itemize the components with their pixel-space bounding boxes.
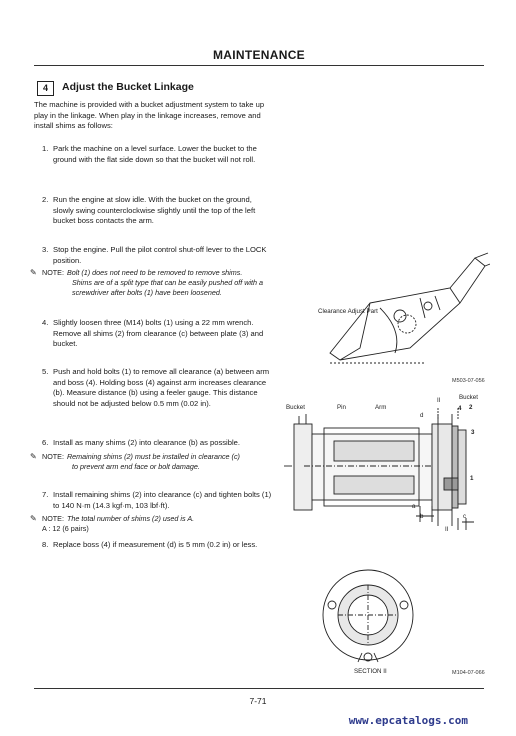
step-text: Park the machine on a level surface. Lower the bucket to the ground with the flat side down so that the bucket will not roll. — [53, 144, 257, 164]
a-label: a — [412, 503, 416, 510]
pin-label: Pin — [337, 404, 346, 411]
clearance-adjust-label: Clearance Adjust Part — [318, 308, 378, 315]
step-number: 5. — [42, 367, 49, 376]
step-text: Install remaining shims (2) into clearance (c) and tighten bolts (1) to 140 N·m (14.3 kgf·m, 103 lbf·ft). — [53, 490, 272, 510]
watermark: www.epcatalogs.com — [348, 714, 468, 727]
pencil-note-icon: ✎ — [30, 452, 37, 461]
b-label: b — [420, 513, 424, 520]
step-number: 8. — [42, 540, 49, 549]
note-block — [30, 268, 274, 298]
step-text: Replace boss (4) if measurement (d) is 5 mm (0.2 in) or less. — [53, 540, 258, 549]
note-block — [30, 452, 274, 472]
part-2-label: 2 — [469, 404, 473, 411]
step-text: Run the engine at slow idle. With the bucket on the ground, slowly swing counterclockwise slightly until the top of the left bucket boss contacts the arm. — [53, 195, 256, 225]
page-header: MAINTENANCE — [213, 48, 305, 62]
step-item — [42, 245, 274, 266]
step-item — [42, 540, 274, 551]
step-number: 3. — [42, 245, 49, 254]
section-ii-bottom-label: II — [445, 526, 449, 533]
step-item — [42, 438, 274, 449]
part-3-label: 3 — [471, 429, 475, 436]
bucket-left-label: Bucket — [286, 404, 305, 411]
step-number: 7. — [42, 490, 49, 499]
step-number: 6. — [42, 438, 49, 447]
part-4-label: 4 — [458, 405, 462, 412]
part-1-label: 1 — [470, 475, 474, 482]
note-text: Bolt (1) does not need to be removed to remove shims. — [66, 268, 243, 277]
note-block — [30, 514, 274, 534]
step-item — [42, 144, 274, 165]
header-rule — [34, 65, 484, 66]
figure-caption: M503-07-056 — [452, 378, 485, 384]
step-text: Install as many shims (2) into clearance (b) as possible. — [53, 438, 240, 447]
note-label: NOTE: — [42, 268, 64, 277]
note-label: NOTE: — [42, 452, 64, 461]
section-title: Adjust the Bucket Linkage — [62, 81, 194, 93]
note-text: The total number of shims (2) used is A. — [66, 514, 195, 523]
pencil-note-icon: ✎ — [30, 268, 37, 277]
note-text: A : 12 (6 pairs) — [42, 524, 89, 533]
footer-rule — [34, 688, 484, 689]
step-number: 1. — [42, 144, 49, 153]
page-number: 7-71 — [249, 696, 267, 706]
linkage-cross-section — [284, 406, 484, 536]
step-item — [42, 490, 274, 511]
d-label: d — [420, 412, 424, 419]
section-ii-drawing — [318, 565, 418, 667]
arm-label: Arm — [375, 404, 387, 411]
section-ii-label: SECTION II — [354, 668, 387, 675]
step-item — [42, 195, 274, 227]
bucket-right-label: Bucket — [459, 394, 478, 401]
section-ii-top-label: II — [437, 397, 441, 404]
step-text: Slightly loosen three (M14) bolts (1) using a 22 mm wrench. Remove all shims (2) from clearance (c) between plate (3) and bucket. — [53, 318, 264, 348]
note-label: NOTE: — [42, 514, 64, 523]
note-text: Remaining shims (2) must be installed in clearance (c) — [66, 452, 240, 461]
c-label: c — [463, 513, 467, 520]
step-text: Stop the engine. Pull the pilot control shut-off lever to the LOCK position. — [53, 245, 267, 265]
step-number: 2. — [42, 195, 49, 204]
figure-caption: M104-07-066 — [452, 670, 485, 676]
step-number: 4. — [42, 318, 49, 327]
section-number: 4 — [37, 81, 54, 96]
step-item — [42, 367, 274, 409]
intro-paragraph: The machine is provided with a bucket adjustment system to take up play in the linkage. When play in the linkage increases, remove and install shims as follows: — [34, 100, 265, 130]
step-item — [42, 318, 274, 350]
pencil-note-icon: ✎ — [30, 514, 37, 523]
note-text: Shims are of a split type that can be easily pushed off with a screwdriver after bolts (1) have been loosened. — [72, 278, 263, 297]
step-text: Push and hold bolts (1) to remove all clearance (a) between arm and boss (4). Holding boss (4) against arm increases clearance (b). Measure distance (b) using a feeler gauge. This distance should not be adjusted below 0.5 mm (0.02 in). — [53, 367, 270, 408]
note-text: to prevent arm end face or bolt damage. — [72, 462, 200, 471]
